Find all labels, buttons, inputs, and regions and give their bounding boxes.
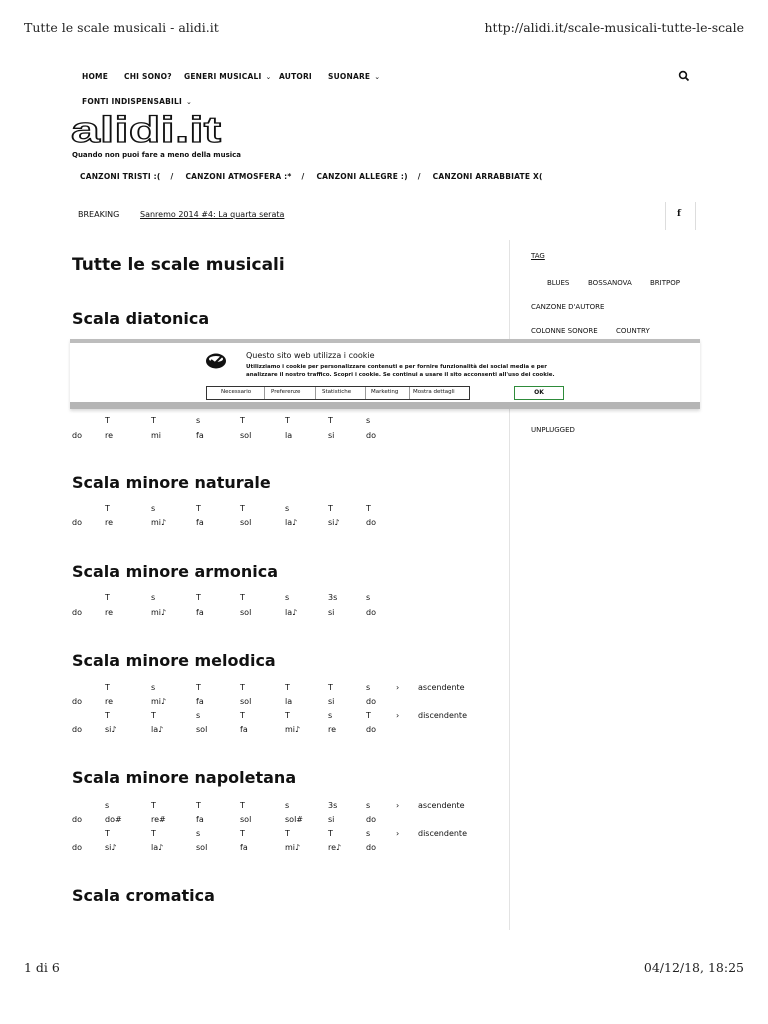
notes-row [72, 608, 512, 620]
interval-cell: T [151, 829, 156, 838]
print-datetime: 04/12/18, 18:25 [643, 960, 744, 975]
tag-link[interactable]: BRITPOP [650, 279, 680, 287]
interval-cell: T [240, 504, 245, 513]
interval-cell: T [328, 416, 333, 425]
section-title: Scala minore melodica [72, 651, 276, 670]
note-cell: si [328, 697, 335, 706]
interval-cell: T [240, 593, 245, 602]
note-cell: sol [240, 815, 252, 824]
tag-link[interactable]: COLONNE SONORE [531, 327, 598, 335]
divider [315, 387, 316, 399]
note-cell: do [366, 815, 376, 824]
note-cell: re [105, 431, 114, 440]
interval-cell: s [285, 593, 290, 602]
section-title: Scala minore naturale [72, 473, 271, 492]
note-cell: sol [240, 608, 252, 617]
note-cell: re [105, 608, 114, 617]
cookie-show-details-button[interactable]: Mostra dettagli [413, 389, 455, 395]
note-cell: do [72, 518, 82, 527]
note-cell: la♪ [151, 843, 164, 852]
note-cell: la♪ [285, 608, 298, 617]
interval-cell: T [105, 416, 110, 425]
interval-cell: T [196, 504, 201, 513]
section-title: Scala cromatica [72, 886, 215, 905]
breaking-news-bar [72, 202, 696, 230]
print-header [24, 20, 744, 38]
interval-cell: T [151, 801, 156, 810]
interval-cell: T [240, 829, 245, 838]
interval-cell: T [105, 683, 110, 692]
note-cell: mi♪ [285, 843, 301, 852]
note-cell: si♪ [328, 518, 340, 527]
note-cell: si♪ [105, 725, 117, 734]
note-cell: la [285, 431, 293, 440]
category-link[interactable]: CANZONI TRISTI :( [80, 172, 161, 181]
interval-cell: T [285, 416, 290, 425]
nav-item-fonti-indispensabili[interactable]: FONTI INDISPENSABILI ⌄ [82, 97, 193, 106]
divider [264, 387, 265, 399]
interval-cell: T [196, 801, 201, 810]
interval-cell: s [366, 683, 371, 692]
facebook-share-button[interactable] [665, 202, 695, 230]
direction-label: ascendente [418, 683, 465, 692]
nav-item-home[interactable]: HOME [82, 72, 109, 81]
note-cell: re [105, 518, 114, 527]
interval-row [72, 593, 512, 605]
facebook-icon: f [677, 209, 681, 219]
print-footer [24, 960, 744, 978]
note-cell: do [366, 431, 376, 440]
site-logo[interactable] [71, 109, 223, 150]
note-cell: mi♪ [151, 608, 167, 617]
note-cell: mi♪ [151, 697, 167, 706]
sidebar-tag-title[interactable]: TAG [531, 252, 545, 260]
category-link[interactable]: CANZONI ATMOSFERA :* [185, 172, 292, 181]
interval-cell: T [240, 711, 245, 720]
notes-row [72, 697, 512, 709]
separator: / [301, 172, 305, 181]
tag-link[interactable]: COUNTRY [616, 327, 650, 335]
interval-cell: T [240, 801, 245, 810]
arrow-icon: › [396, 711, 400, 720]
note-cell: do [72, 431, 82, 440]
note-cell: do [366, 843, 376, 852]
interval-cell: T [285, 829, 290, 838]
print-page-title: Tutte le scale musicali - alidi.it [24, 20, 219, 35]
interval-cell: s [151, 593, 156, 602]
interval-cell: T [328, 504, 333, 513]
search-icon[interactable] [678, 70, 690, 82]
interval-cell: T [105, 593, 110, 602]
note-cell: la♪ [151, 725, 164, 734]
section-title: Scala minore armonica [72, 562, 279, 581]
notes-row [72, 431, 512, 443]
interval-cell: T [105, 504, 110, 513]
tag-link[interactable]: BOSSANOVA [588, 279, 632, 287]
section-title: Scala diatonica [72, 309, 210, 328]
arrow-icon: › [396, 829, 400, 838]
print-page-number: 1 di 6 [24, 960, 60, 975]
note-cell: re [105, 697, 114, 706]
note-cell: fa [196, 518, 204, 527]
note-cell: sol# [285, 815, 303, 824]
note-cell: si [328, 815, 335, 824]
note-cell: si♪ [105, 843, 117, 852]
interval-row [72, 829, 512, 841]
interval-cell: T [196, 683, 201, 692]
arrow-icon: › [396, 683, 400, 692]
note-cell: do [366, 608, 376, 617]
divider [409, 387, 410, 399]
interval-cell: s [366, 416, 371, 425]
tag-link[interactable]: BLUES [547, 279, 570, 287]
interval-cell: T [151, 711, 156, 720]
interval-cell: 3s [328, 801, 338, 810]
interval-cell: s [105, 801, 110, 810]
interval-cell: s [366, 801, 371, 810]
note-cell: si [328, 608, 335, 617]
interval-cell: T [105, 829, 110, 838]
interval-cell: T [328, 683, 333, 692]
note-cell: do [366, 725, 376, 734]
note-cell: re [328, 725, 337, 734]
direction-label: discendente [418, 711, 467, 720]
breaking-label: BREAKING [78, 210, 120, 219]
divider [365, 387, 366, 399]
note-cell: fa [196, 697, 204, 706]
cookie-option-statistiche[interactable]: Statistiche [322, 389, 352, 395]
note-cell: fa [240, 725, 248, 734]
nav-item-autori[interactable]: AUTORI [279, 72, 312, 81]
interval-cell: T [240, 683, 245, 692]
interval-cell: T [328, 829, 333, 838]
note-cell: mi♪ [285, 725, 301, 734]
interval-cell: s [196, 416, 201, 425]
interval-cell: T [366, 504, 371, 513]
note-cell: la [285, 697, 293, 706]
separator: / [170, 172, 174, 181]
cookie-text: Utilizziamo i cookie per personalizzare contenuti e per fornire funzionalità dei social media e per analizzare il nostro traffico. Scopri i cookie. Se continui a usare il sito acconsenti all'uso dei cookie. [246, 364, 555, 378]
note-cell: do [72, 697, 82, 706]
note-cell: fa [196, 608, 204, 617]
separator: / [417, 172, 421, 181]
notes-row [72, 815, 512, 827]
category-bar [72, 172, 543, 186]
interval-cell: T [151, 416, 156, 425]
section-title: Scala minore napoletana [72, 768, 297, 787]
note-cell: fa [240, 843, 248, 852]
interval-cell: T [285, 683, 290, 692]
interval-cell: s [285, 504, 290, 513]
interval-cell: s [285, 801, 290, 810]
article-title: Tutte le scale musicali [72, 255, 285, 275]
breaking-headline-link[interactable]: Sanremo 2014 #4: La quarta serata [140, 210, 285, 219]
site-tagline: Quando non puoi fare a meno della musica [72, 151, 242, 159]
cookie-option-necessario[interactable]: Necessario [221, 389, 252, 395]
interval-cell: T [105, 711, 110, 720]
cookie-title: Questo sito web utilizza i cookie [246, 351, 375, 360]
interval-row [72, 683, 512, 695]
interval-cell: s [196, 711, 201, 720]
note-cell: do [366, 518, 376, 527]
interval-cell: s [366, 593, 371, 602]
svg-text:alidi.it: alidi.it [71, 109, 222, 150]
notes-row [72, 725, 512, 737]
note-cell: sol [240, 431, 252, 440]
print-url: http://alidi.it/scale-musicali-tutte-le-scale [484, 20, 744, 35]
note-cell: sol [240, 518, 252, 527]
note-cell: re# [151, 815, 166, 824]
interval-row [72, 801, 512, 813]
note-cell: do [366, 697, 376, 706]
chevron-down-icon: ⌄ [374, 73, 381, 81]
direction-label: ascendente [418, 801, 465, 810]
cookie-icon [204, 351, 228, 371]
category-link[interactable]: CANZONI ALLEGRE :) [316, 172, 408, 181]
nav-item-chi-sono[interactable]: CHI SONO? [124, 72, 172, 81]
category-link[interactable]: CANZONI ARRABBIATE X( [432, 172, 543, 181]
notes-row [72, 843, 512, 855]
cookie-option-preferenze[interactable]: Preferenze [271, 389, 301, 395]
cookie-options-bar [206, 386, 470, 400]
chevron-down-icon: ⌄ [265, 73, 272, 81]
note-cell: do [72, 725, 82, 734]
interval-row [72, 416, 512, 428]
note-cell: do [72, 608, 82, 617]
note-cell: do [72, 843, 82, 852]
interval-cell: 3s [328, 593, 338, 602]
nav-item-generi-musicali[interactable]: GENERI MUSICALI ⌄ [184, 72, 272, 81]
interval-cell: T [240, 416, 245, 425]
note-cell: sol [240, 697, 252, 706]
chevron-down-icon: ⌄ [185, 98, 193, 106]
interval-row [72, 504, 512, 516]
note-cell: si [328, 431, 335, 440]
interval-cell: s [151, 683, 156, 692]
tag-link[interactable]: UNPLUGGED [531, 426, 575, 434]
note-cell: do# [105, 815, 122, 824]
note-cell: re♪ [328, 843, 342, 852]
interval-row [72, 711, 512, 723]
interval-cell: T [285, 711, 290, 720]
cookie-option-marketing[interactable]: Marketing [371, 389, 399, 395]
note-cell: do [72, 815, 82, 824]
note-cell: la♪ [285, 518, 298, 527]
note-cell: mi [151, 431, 162, 440]
note-cell: sol [196, 843, 208, 852]
interval-cell: T [196, 593, 201, 602]
direction-label: discendente [418, 829, 467, 838]
notes-row [72, 518, 512, 530]
note-cell: fa [196, 431, 204, 440]
interval-cell: s [366, 829, 371, 838]
note-cell: sol [196, 725, 208, 734]
note-cell: mi♪ [151, 518, 167, 527]
interval-cell: s [151, 504, 156, 513]
cookie-banner [70, 339, 700, 409]
note-cell: fa [196, 815, 204, 824]
interval-cell: s [196, 829, 201, 838]
nav-item-suonare[interactable]: SUONARE ⌄ [328, 72, 381, 81]
interval-cell: T [366, 711, 371, 720]
arrow-icon: › [396, 801, 400, 810]
cookie-ok-button[interactable]: OK [514, 386, 564, 400]
interval-cell: s [328, 711, 333, 720]
tag-link[interactable]: CANZONE D'AUTORE [531, 303, 605, 311]
